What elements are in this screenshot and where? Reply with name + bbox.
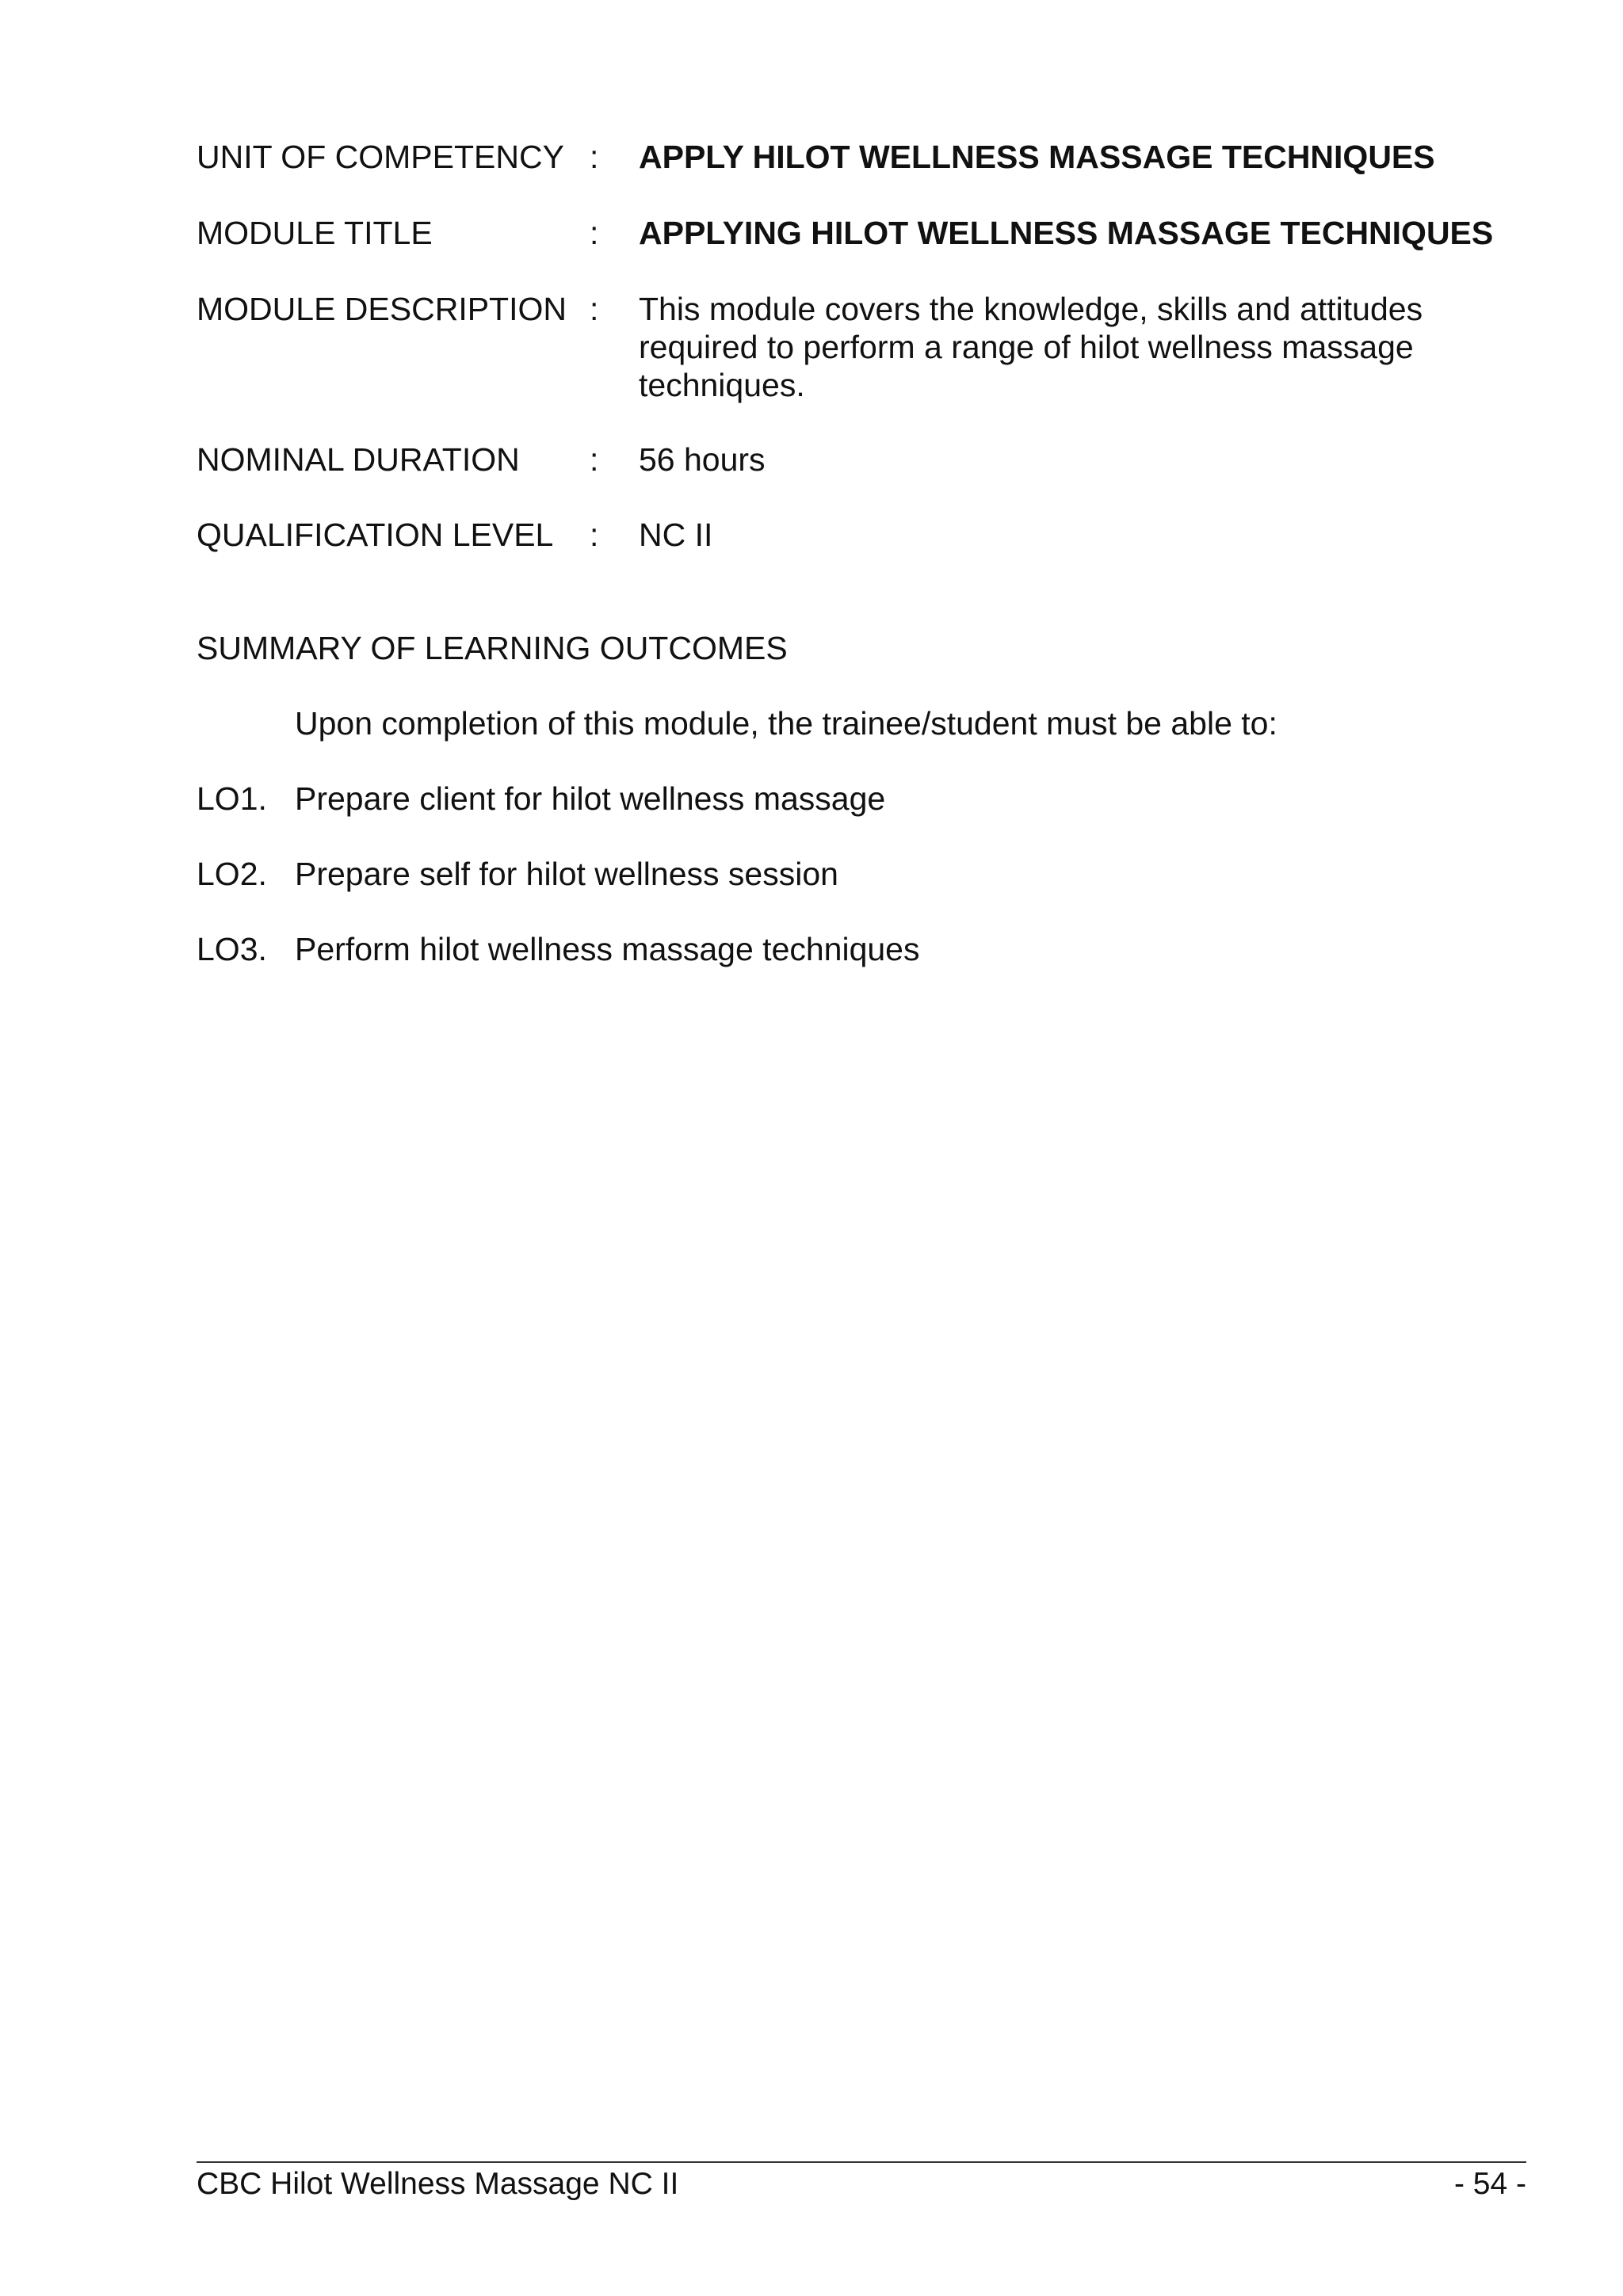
summary-heading: SUMMARY OF LEARNING OUTCOMES	[197, 630, 788, 666]
module-title-value: APPLYING HILOT WELLNESS MASSAGE TECHNIQUES	[639, 215, 1494, 251]
unit-of-competency-label: UNIT OF COMPETENCY	[197, 139, 564, 175]
module-description-label: MODULE DESCRIPTION	[197, 291, 567, 327]
page-number: - 54 -	[1453, 2167, 1526, 2201]
qualification-level-value: NC II	[639, 517, 713, 553]
field-separator: :	[590, 139, 599, 175]
learning-outcome-code: LO2.	[197, 856, 267, 892]
learning-outcome-text: Prepare client for hilot wellness massage	[295, 780, 886, 817]
nominal-duration-label: NOMINAL DURATION	[197, 441, 520, 478]
field-separator: :	[590, 517, 599, 553]
learning-outcome-code: LO1.	[197, 780, 267, 817]
nominal-duration-value: 56 hours	[639, 441, 766, 478]
module-description-value: This module covers the knowledge, skills and attitudes required to perform a range of hilot wellness massage techniques.	[639, 291, 1423, 403]
learning-outcome-text: Prepare self for hilot wellness session	[295, 856, 838, 892]
field-separator: :	[590, 215, 599, 251]
unit-of-competency-value: APPLY HILOT WELLNESS MASSAGE TECHNIQUES	[639, 139, 1435, 175]
summary-intro: Upon completion of this module, the trainee/student must be able to:	[295, 705, 1277, 742]
field-separator: :	[590, 441, 599, 478]
learning-outcome-text: Perform hilot wellness massage techniques	[295, 931, 920, 967]
qualification-level-label: QUALIFICATION LEVEL	[197, 517, 554, 553]
module-title-label: MODULE TITLE	[197, 215, 433, 251]
footer-document-title: CBC Hilot Wellness Massage NC II	[197, 2167, 679, 2201]
footer-divider	[197, 2161, 1526, 2163]
learning-outcome-code: LO3.	[197, 931, 267, 967]
field-separator: :	[590, 291, 599, 327]
